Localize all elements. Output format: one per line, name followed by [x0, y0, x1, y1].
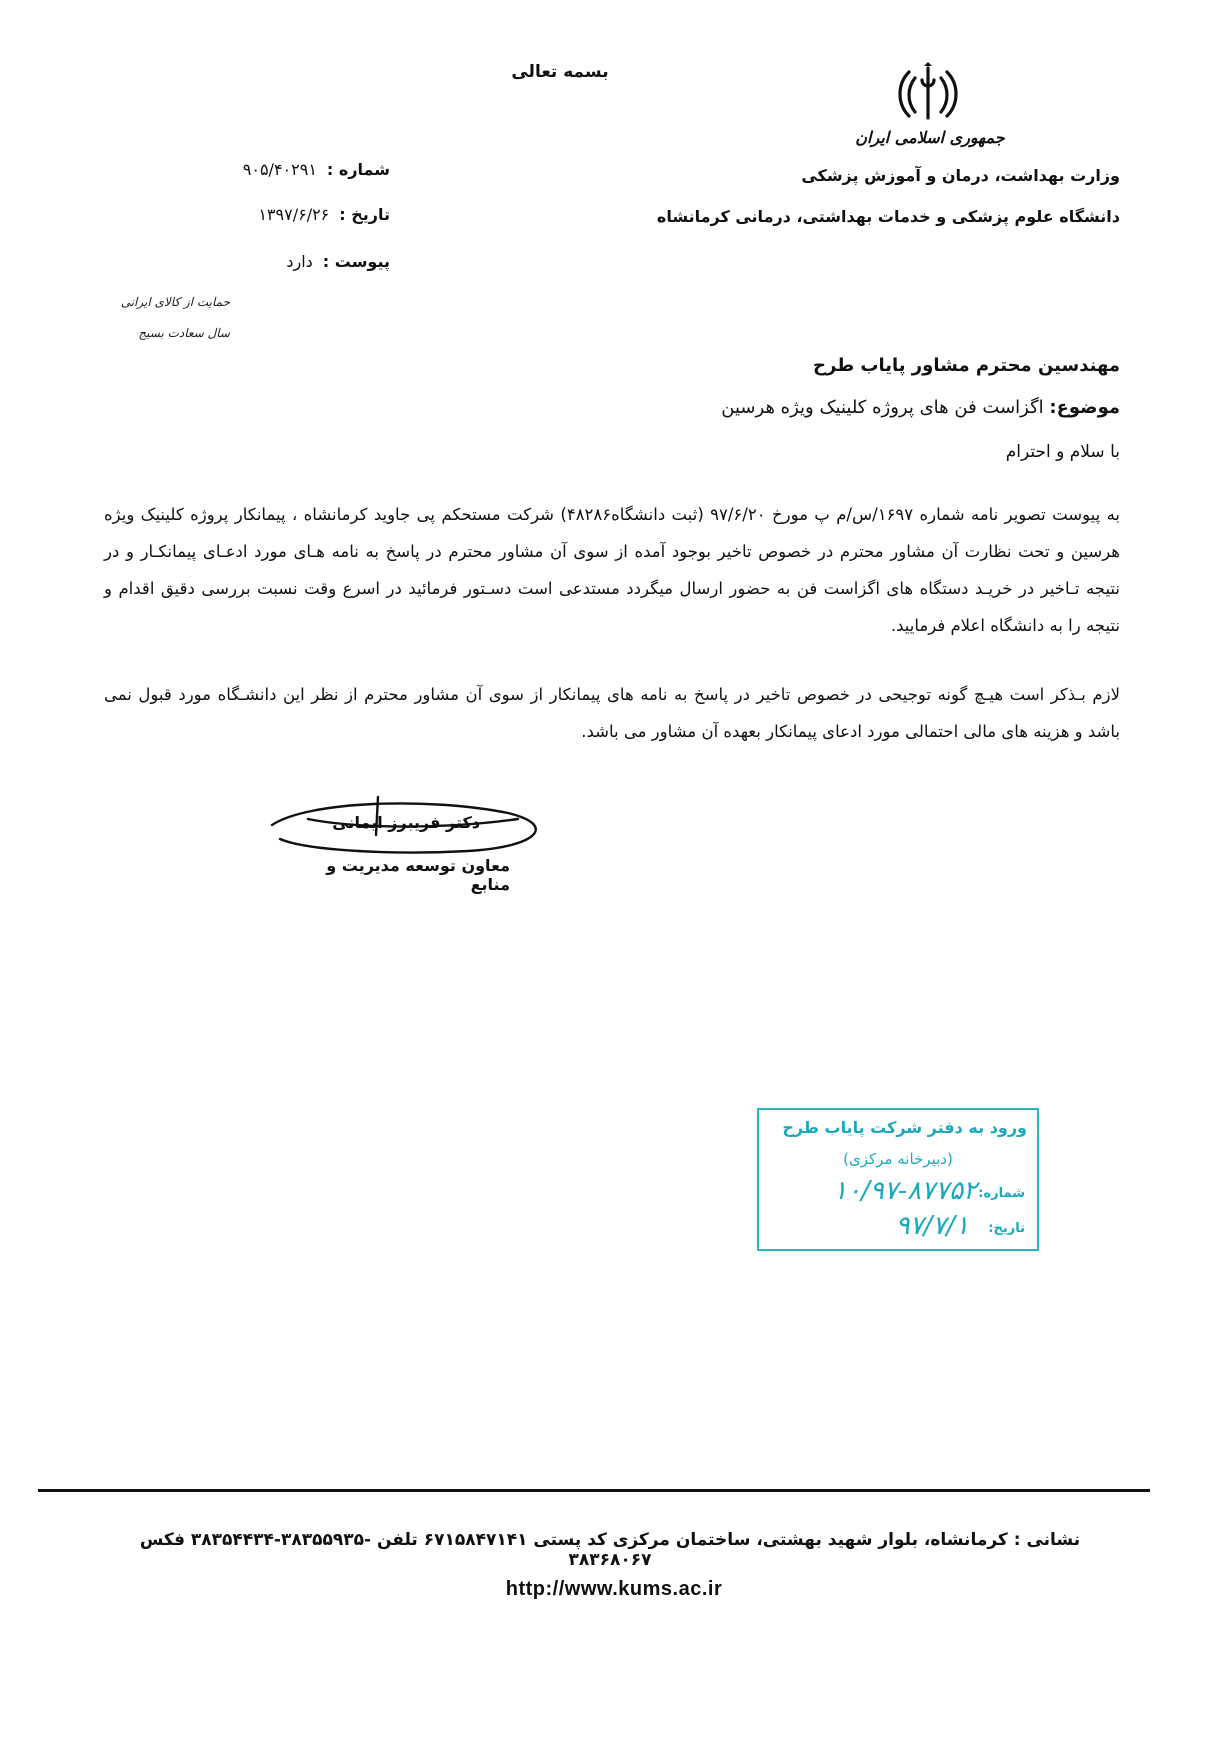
letter-date	[100, 205, 390, 224]
slogan-note-2: سال سعادت بسیج	[138, 326, 230, 340]
subject-label: موضوع:	[1049, 397, 1120, 418]
letter-date-label: تاریخ :	[339, 205, 390, 224]
stamp-number-value: ۱۰/۹۷-۸۷۷۵۲	[833, 1176, 977, 1206]
letter-date-value: ۱۳۹۷/۶/۲۶	[258, 205, 330, 224]
slogan-note-1: حمایت از کالای ایرانی	[120, 295, 230, 309]
receipt-stamp	[757, 1108, 1039, 1251]
greeting: با سلام و احترام	[1005, 442, 1120, 462]
footer-divider	[38, 1489, 1150, 1492]
iran-emblem-icon	[895, 62, 961, 126]
emblem-caption: جمهوری اسلامی ایران	[855, 128, 1005, 147]
stamp-number-label: شماره:	[978, 1186, 1025, 1201]
letter-attachment-label: پیوست :	[322, 252, 390, 271]
footer-address: نشانی : کرمانشاه، بلوار شهید بهشتی، ساختمان مرکزی کد پستی ۶۷۱۵۸۴۷۱۴۱ تلفن -۳۸۳۵۵۹۳۵-۳۸۳۵۴۴۳۴ فکس ۳۸۳۶۸۰۶۷	[139, 1530, 1081, 1570]
signer-title: معاون توسعه مدیریت و منابع	[326, 856, 510, 894]
body-paragraph-1: به پیوست تصویر نامه شماره ۱۶۹۷/س/م پ مورخ ۹۷/۶/۲۰ (ثبت دانشگاه۴۸۲۸۶) شرکت مستحکم پی جاوید کرمانشاه ، پیمانکار پروژه کلینیک ویژه هرسین و تحت نظارت آن مشاور محترم در خصوص تاخیر بوجود آمده از سوی آن مشاور محترم در پاسخ به نامه هـای مورد ادعـای پیمانکـار و در نتیجه تـاخیر در خریـد دستگاه های اگزاست فن به حضور ارسال میگردد مستدعی است دسـتور فرمائید در اسرع وقت نسبت بررسی دقیق اقدام و نتیجه را به دانشگاه اعلام فرمایید.	[104, 505, 1121, 635]
website-link[interactable]: http://www.kums.ac.ir	[505, 1578, 723, 1600]
signer-name: دکتر فریبرز ایمانی	[332, 813, 480, 832]
stamp-date-label: تاریخ:	[988, 1221, 1025, 1236]
body-paragraph-2: لازم بـذکر است هیـچ گونه توجیحی در خصوص تاخیر در پاسخ به نامه های پیمانکار از سوی آن مشاور محترم از نظر این دانشـگاه مورد قبول نمی باشد و هزینه های مالی احتمالی مورد ادعای پیمانکار بعهده آن مشاور می باشد.	[104, 685, 1120, 741]
letter-number-value: ۹۰۵/۴۰۲۹۱	[242, 160, 317, 179]
stamp-subtitle: (دبیرخانه مرکزی)	[843, 1150, 953, 1168]
letter-attachment-value: دارد	[286, 252, 313, 271]
stamp-title: ورود به دفتر شرکت پایاب طرح	[782, 1118, 1027, 1137]
invocation: بسمه تعالی	[511, 62, 609, 82]
ministry-name: وزارت بهداشت، درمان و آموزش پزشکی	[801, 166, 1120, 185]
letter-number	[100, 160, 390, 179]
letter-number-label: شماره :	[326, 160, 390, 179]
letter-attachment	[100, 252, 390, 271]
subject-text: اگزاست فن های پروژه کلینیک ویژه هرسین	[721, 397, 1044, 418]
stamp-date-value: ۹۷/۷/۱	[895, 1211, 969, 1241]
subject-line	[721, 397, 1120, 418]
recipient: مهندسین محترم مشاور پایاب طرح	[813, 355, 1120, 376]
university-name: دانشگاه علوم پزشکی و خدمات بهداشتی، درمانی کرمانشاه	[656, 207, 1120, 226]
